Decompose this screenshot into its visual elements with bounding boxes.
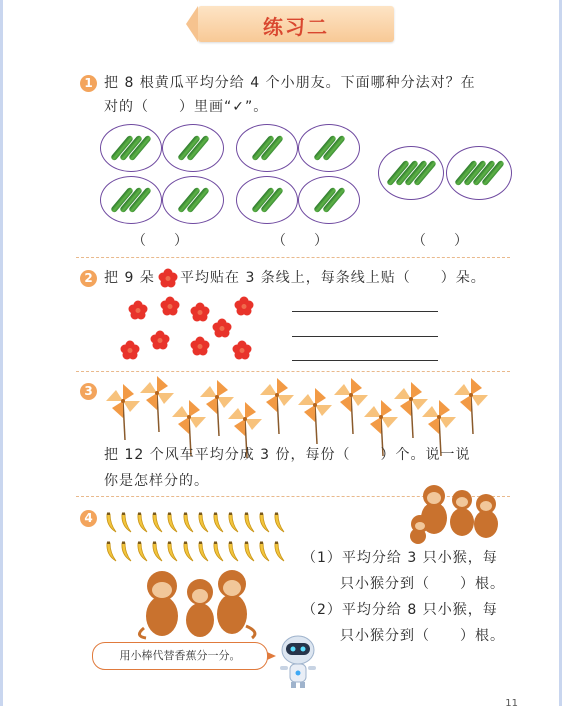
pinwheel-icon [258,376,296,436]
q1-answer-blank-b[interactable]: （ ） [272,233,328,249]
banana-icon [135,541,151,563]
flower-icon [190,302,210,322]
flower-icon [232,340,252,360]
question-number-4: 4 [80,510,97,527]
cucumber-group-oval [298,124,360,172]
flower-icon [150,330,170,350]
flower-icon [212,318,232,338]
cucumber-group-oval [236,176,298,224]
q2-text-after: 平均贴在 3 条线上，每条线上贴（ ）朵。 [180,270,486,286]
flower-icon [190,336,210,356]
banana-icon [181,541,197,563]
banana-icon [196,541,212,563]
banana-icon [272,541,288,563]
q2-text-before: 把 9 朵 [104,270,155,286]
pinwheel-icon [296,386,334,446]
page-left-edge [0,0,3,706]
section-title-banner [198,6,394,42]
banana-icon [119,512,135,534]
pinwheel-icon [452,376,490,436]
flower-icon [234,296,254,316]
banana-icon [181,512,197,534]
divider-1 [76,257,510,258]
q1-text-line2: 对的（ ）里画“✓”。 [104,99,269,115]
banana-icon [211,512,227,534]
robot-helper-icon [276,632,320,690]
q1-answer-blank-a[interactable]: （ ） [132,233,188,249]
flower-icon [160,296,180,316]
cucumber-group-oval [446,146,512,200]
flower-icon [120,340,140,360]
banana-icon [272,512,288,534]
q4-sub1-line2: 只小猴分到（ ）根。 [340,576,505,592]
banana-icon [150,512,166,534]
three-monkeys-icon [134,566,264,640]
cucumber-group-oval [236,124,298,172]
pinwheel-icon [104,382,142,442]
q4-sub2-line2: 只小猴分到（ ）根。 [340,628,505,644]
flower-icon [128,300,148,320]
question-number-2: 2 [80,270,97,287]
banana-icon [257,541,273,563]
flower-icon [158,268,178,288]
banana-icon [104,541,120,563]
banana-icon [165,541,181,563]
banana-icon [226,541,242,563]
banana-icon [135,512,151,534]
banana-icon [211,541,227,563]
banana-icon [196,512,212,534]
cucumber-group-oval [100,124,162,172]
banana-icon [104,512,120,534]
banana-icon [257,512,273,534]
section-title: 练习二 [263,15,329,39]
question-number-3: 3 [80,383,97,400]
q4-sub1-line1: （1）平均分给 3 只小猴，每 [302,550,498,566]
q4-sub2-line1: （2）平均分给 8 只小猴，每 [302,602,498,618]
q1-text-line1: 把 8 根黄瓜平均分给 4 个小朋友。下面哪种分法对？在 [104,75,476,91]
cucumber-group-oval [100,176,162,224]
cucumber-group-oval [162,176,224,224]
banana-icon [242,512,258,534]
q1-answer-blank-c[interactable]: （ ） [412,233,468,249]
monkey-group-icon [406,478,516,544]
q2-answer-line-2 [292,336,438,337]
q3-text-line2: 你是怎样分的。 [104,473,209,489]
banana-icon [242,541,258,563]
question-number-1: 1 [80,75,97,92]
cucumber-group-oval [298,176,360,224]
hint-speech-bubble: 用小棒代替香蕉分一分。 [92,642,268,670]
q3-text-line1: 把 12 个风车平均分成 3 份，每份（ ）个。说一说 [104,447,471,463]
cucumber-group-oval [162,124,224,172]
q2-answer-line-3 [292,360,438,361]
banana-icon [226,512,242,534]
banana-icon [165,512,181,534]
page-number: 11 [505,698,518,709]
banana-icon [119,541,135,563]
cucumber-group-oval [378,146,444,200]
banana-icon [150,541,166,563]
divider-2 [76,371,510,372]
q2-answer-line-1 [292,311,438,312]
